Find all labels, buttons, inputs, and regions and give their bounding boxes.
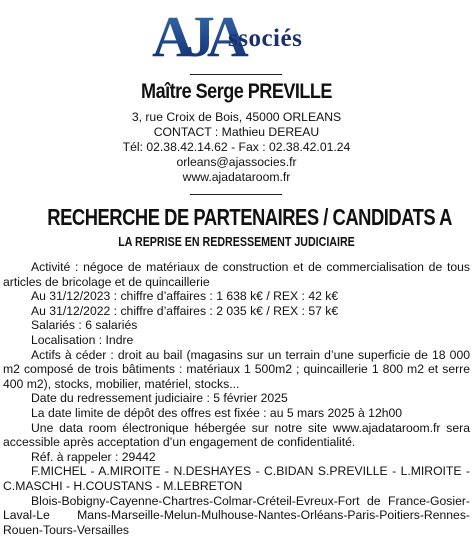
cities-list: Blois-Bobigny-Cayenne-Chartres-Colmar-Créteil-Evreux-Fort de France-Gosier-Laval-Le Mans-Marseille-Melun-Mulhouse-Nantes-Orléans-Paris-Poitiers-Rennes-Rouen-Tours-Versailles <box>3 494 470 537</box>
reference: Réf. à rappeler : 29442 <box>3 450 470 465</box>
partners-list: F.MICHEL - A.MIROITE - N.DESHAYES - C.BIDAN S.PREVILLE - L.MIROITE - C.MASCHI - H.COUSTANS - M.LEBRETON <box>3 464 470 493</box>
employees: Salariés : 6 salariés <box>3 318 470 333</box>
contact-website: www.ajadataroom.fr <box>0 170 473 185</box>
notice-subheadline: LA REPRISE EN REDRESSEMENT JUDICIAIRE <box>43 234 431 249</box>
firm-name: Maître Serge PREVILLE <box>33 80 440 104</box>
judgment-date: Date du redressement judiciaire : 5 février 2025 <box>3 391 470 406</box>
activity-paragraph: Activité : négoce de matériaux de construction et de commercialisation de tous articles de bricolage et de quincaillerie <box>3 260 470 289</box>
dataroom-paragraph: Une data room électronique hébergée sur notre site www.ajadataroom.fr sera accessible après acceptation d’un engagement de confidentialité. <box>3 421 470 450</box>
revenue-2022: Au 31/12/2022 : chiffre d’affaires : 2 035 k€ / REX : 57 k€ <box>3 304 470 319</box>
offer-deadline: La date limite de dépôt des offres est fixée : au 5 mars 2025 à 12h00 <box>3 406 470 421</box>
logo-graphic <box>150 6 340 64</box>
notice-headline: RECHERCHE DE PARTENAIRES / CANDIDATS A <box>47 204 425 231</box>
contact-person: CONTACT : Mathieu DEREAU <box>0 125 473 140</box>
logo-letters: AJA <box>152 6 249 64</box>
aja-associes-logo <box>150 6 340 64</box>
assets-paragraph: Actifs à céder : droit au bail (magasins sur un terrain d’une superficie de 18 000 m2 composé de trois bâtiments : matériaux 1 500m2 ; quincaillerie 1 800 m2 et serre 400 m2), stocks, mobilier, matériel, stocks... <box>3 348 470 392</box>
notice-body <box>3 260 470 537</box>
contact-address: 3, rue Croix de Bois, 45000 ORLEANS <box>0 110 473 125</box>
contact-email: orleans@ajassocies.fr <box>0 155 473 170</box>
revenue-2023: Au 31/12/2023 : chiffre d’affaires : 1 638 k€ / REX : 42 k€ <box>3 289 470 304</box>
logo-suffix: ssociés <box>228 25 302 52</box>
location: Localisation : Indre <box>3 333 470 348</box>
contact-block <box>0 110 473 185</box>
divider-top <box>190 74 282 75</box>
contact-phone: Tél: 02.38.42.14.62 - Fax : 02.38.42.01.24 <box>0 140 473 155</box>
divider-bottom <box>190 194 282 195</box>
